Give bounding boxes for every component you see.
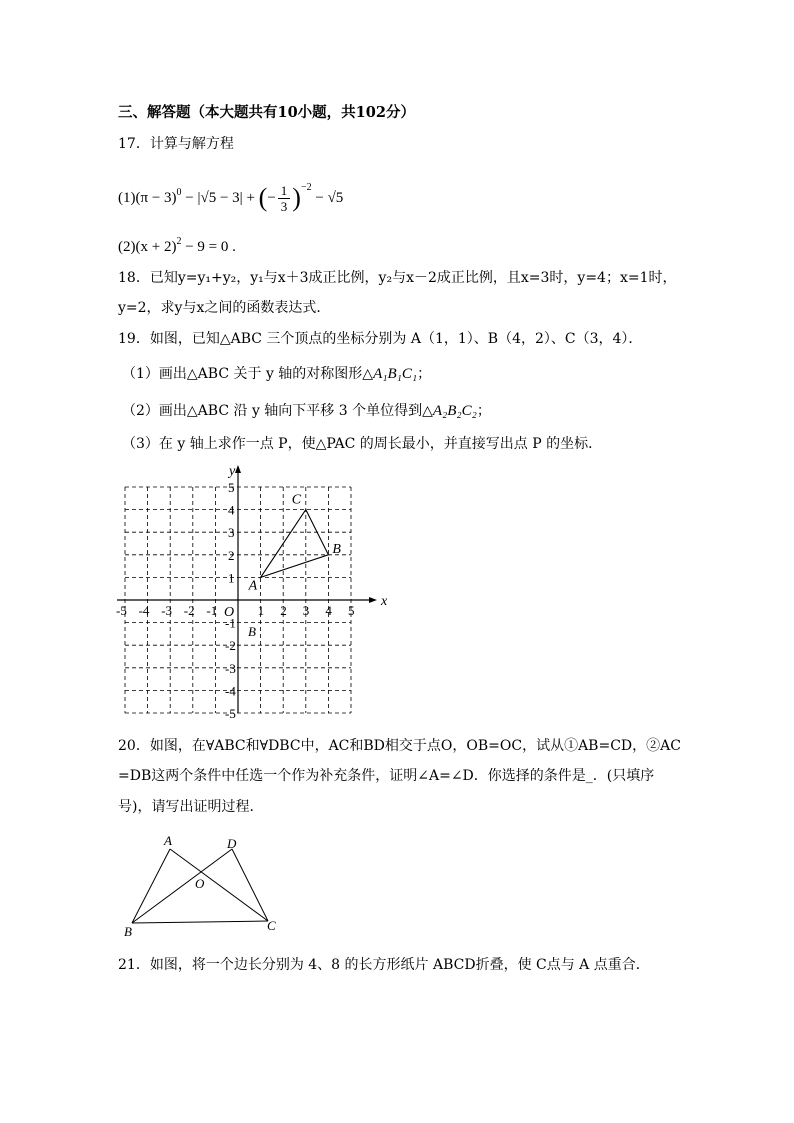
- q17-p1-exp-c: −2: [300, 182, 312, 193]
- x-tick-label: 5: [348, 603, 355, 618]
- q17-part1: $(1)(\pi - 3)^0 - |√5 - 3|$ + (− $\frac{1}{3}$ )$^{-2}$ − √5: [118, 182, 344, 215]
- q17-p1-exp-a: 0: [176, 187, 182, 198]
- q19-sub2: [122, 401, 491, 421]
- y-tick-label: 4: [228, 502, 235, 518]
- x-tick-label: -5: [116, 603, 127, 618]
- q17-p2-term-b: − 9 = 0 .: [185, 239, 236, 255]
- segment-db: [132, 849, 232, 923]
- y-tick-label: 2: [228, 547, 235, 563]
- y-tick-label: -5: [225, 706, 236, 721]
- x-tick-label: -1: [206, 603, 218, 618]
- y-tick-label: -4: [225, 683, 236, 699]
- y-tick-label: -3: [225, 660, 236, 676]
- x-tick-label: -2: [183, 603, 195, 618]
- x-tick-label: -3: [161, 603, 173, 618]
- label-d: D: [227, 836, 237, 851]
- section-header: 三、解答题（本大题共有10小题，共102分）: [118, 104, 415, 121]
- q17-p1-term-d: − √5: [315, 190, 344, 206]
- q17-stem: 17．计算与解方程: [118, 136, 234, 152]
- point-label-c: C: [291, 492, 302, 508]
- y-tick-label: 5: [228, 480, 235, 495]
- q17-p1-term-b: − |√5 − 3| +: [185, 190, 255, 206]
- q19-sub1-triangle: A₁B₁C₁: [373, 366, 418, 382]
- label-a: A: [164, 833, 172, 848]
- point-label-a: A: [248, 578, 258, 594]
- origin-label: O: [224, 605, 235, 620]
- label-c: C: [267, 918, 276, 933]
- figure-q20: [120, 830, 290, 940]
- q18-line2: y=2，求y与x之间的函数表达式．: [118, 300, 331, 316]
- y-tick-label: -1: [225, 615, 236, 631]
- y-axis-arrow: [235, 465, 241, 473]
- q20-line2: =DB这两个条件中任选一个作为补充条件，证明∠A=∠D．你选择的条件是_．(只填序: [118, 768, 655, 784]
- x-tick-label: -4: [138, 603, 150, 618]
- q17-p1-label: (1): [118, 190, 136, 206]
- q19-sub1-end: ；: [417, 366, 432, 382]
- label-b: B: [124, 924, 132, 939]
- y-tick-label: 3: [228, 525, 235, 541]
- q19-sub2-end: ；: [476, 403, 491, 419]
- x-tick-label: 4: [325, 603, 332, 618]
- q21-line1: 21．如图，将一个边长分别为 4、8 的长方形纸片 ABCD折叠，使 C点与 A 点重合．: [118, 957, 650, 973]
- q17-p2-label: (2): [118, 239, 136, 255]
- q19-stem: 19．如图，已知△ABC 三个顶点的坐标分别为 A（1，1）、B（4，2）、C（3，4）．: [118, 331, 643, 347]
- segment-ac: [170, 849, 268, 921]
- q17-p1-frac-num: 1: [278, 183, 291, 199]
- y-tick-label: -2: [225, 638, 236, 654]
- q17-p1-term-a: (π − 3): [135, 190, 177, 206]
- x-tick-label: 3: [302, 603, 310, 618]
- q17-p2-term-a: (x + 2): [135, 239, 177, 255]
- q20-line3: 号)，请写出证明过程．: [118, 799, 264, 815]
- triangle-abc-outline: [261, 510, 329, 578]
- x-axis-arrow: [369, 597, 377, 603]
- y-axis-label: y: [229, 464, 236, 479]
- point-label-b: B: [332, 541, 341, 557]
- x-tick-label: 2: [280, 603, 287, 618]
- label-o: O: [195, 876, 205, 891]
- coordinate-graph: [110, 462, 400, 724]
- x-tick-label: 1: [257, 603, 265, 618]
- q19-sub2-text: （2）画出△ABC 沿 y 轴向下平移 3 个单位得到△: [122, 403, 433, 419]
- q17-p1-frac-sign: −: [267, 190, 276, 206]
- q17-p2-exp: 2: [176, 236, 182, 247]
- q17-p1-frac-den: 3: [280, 199, 288, 215]
- stray-point-label: B: [248, 624, 256, 639]
- segment-bc: [132, 921, 268, 923]
- q19-sub1: [122, 364, 431, 384]
- q17-part2: [118, 232, 236, 257]
- segment-dc: [232, 849, 268, 921]
- q19-sub3: （3）在 y 轴上求作一点 P，使△PAC 的周长最小，并直接写出点 P 的坐标．: [122, 436, 603, 452]
- segment-ab: [132, 849, 170, 923]
- q19-sub2-triangle: A₂B₂C₂: [432, 403, 477, 419]
- y-tick-label: 1: [228, 570, 235, 586]
- q19-sub1-text: （1）画出△ABC 关于 y 轴的对称图形△: [122, 366, 374, 382]
- q20-line1: 20．如图，在∀ABC和∀DBC中，AC和BD相交于点O，OB=OC，试从①AB=CD，②AC: [118, 738, 681, 754]
- q18-line1: 18．已知y=y₁+y₂，y₁与x＋3成正比例，y₂与x－2成正比例，且x=3时，y=4；x=1时，: [118, 270, 677, 286]
- x-axis-label: x: [381, 594, 388, 609]
